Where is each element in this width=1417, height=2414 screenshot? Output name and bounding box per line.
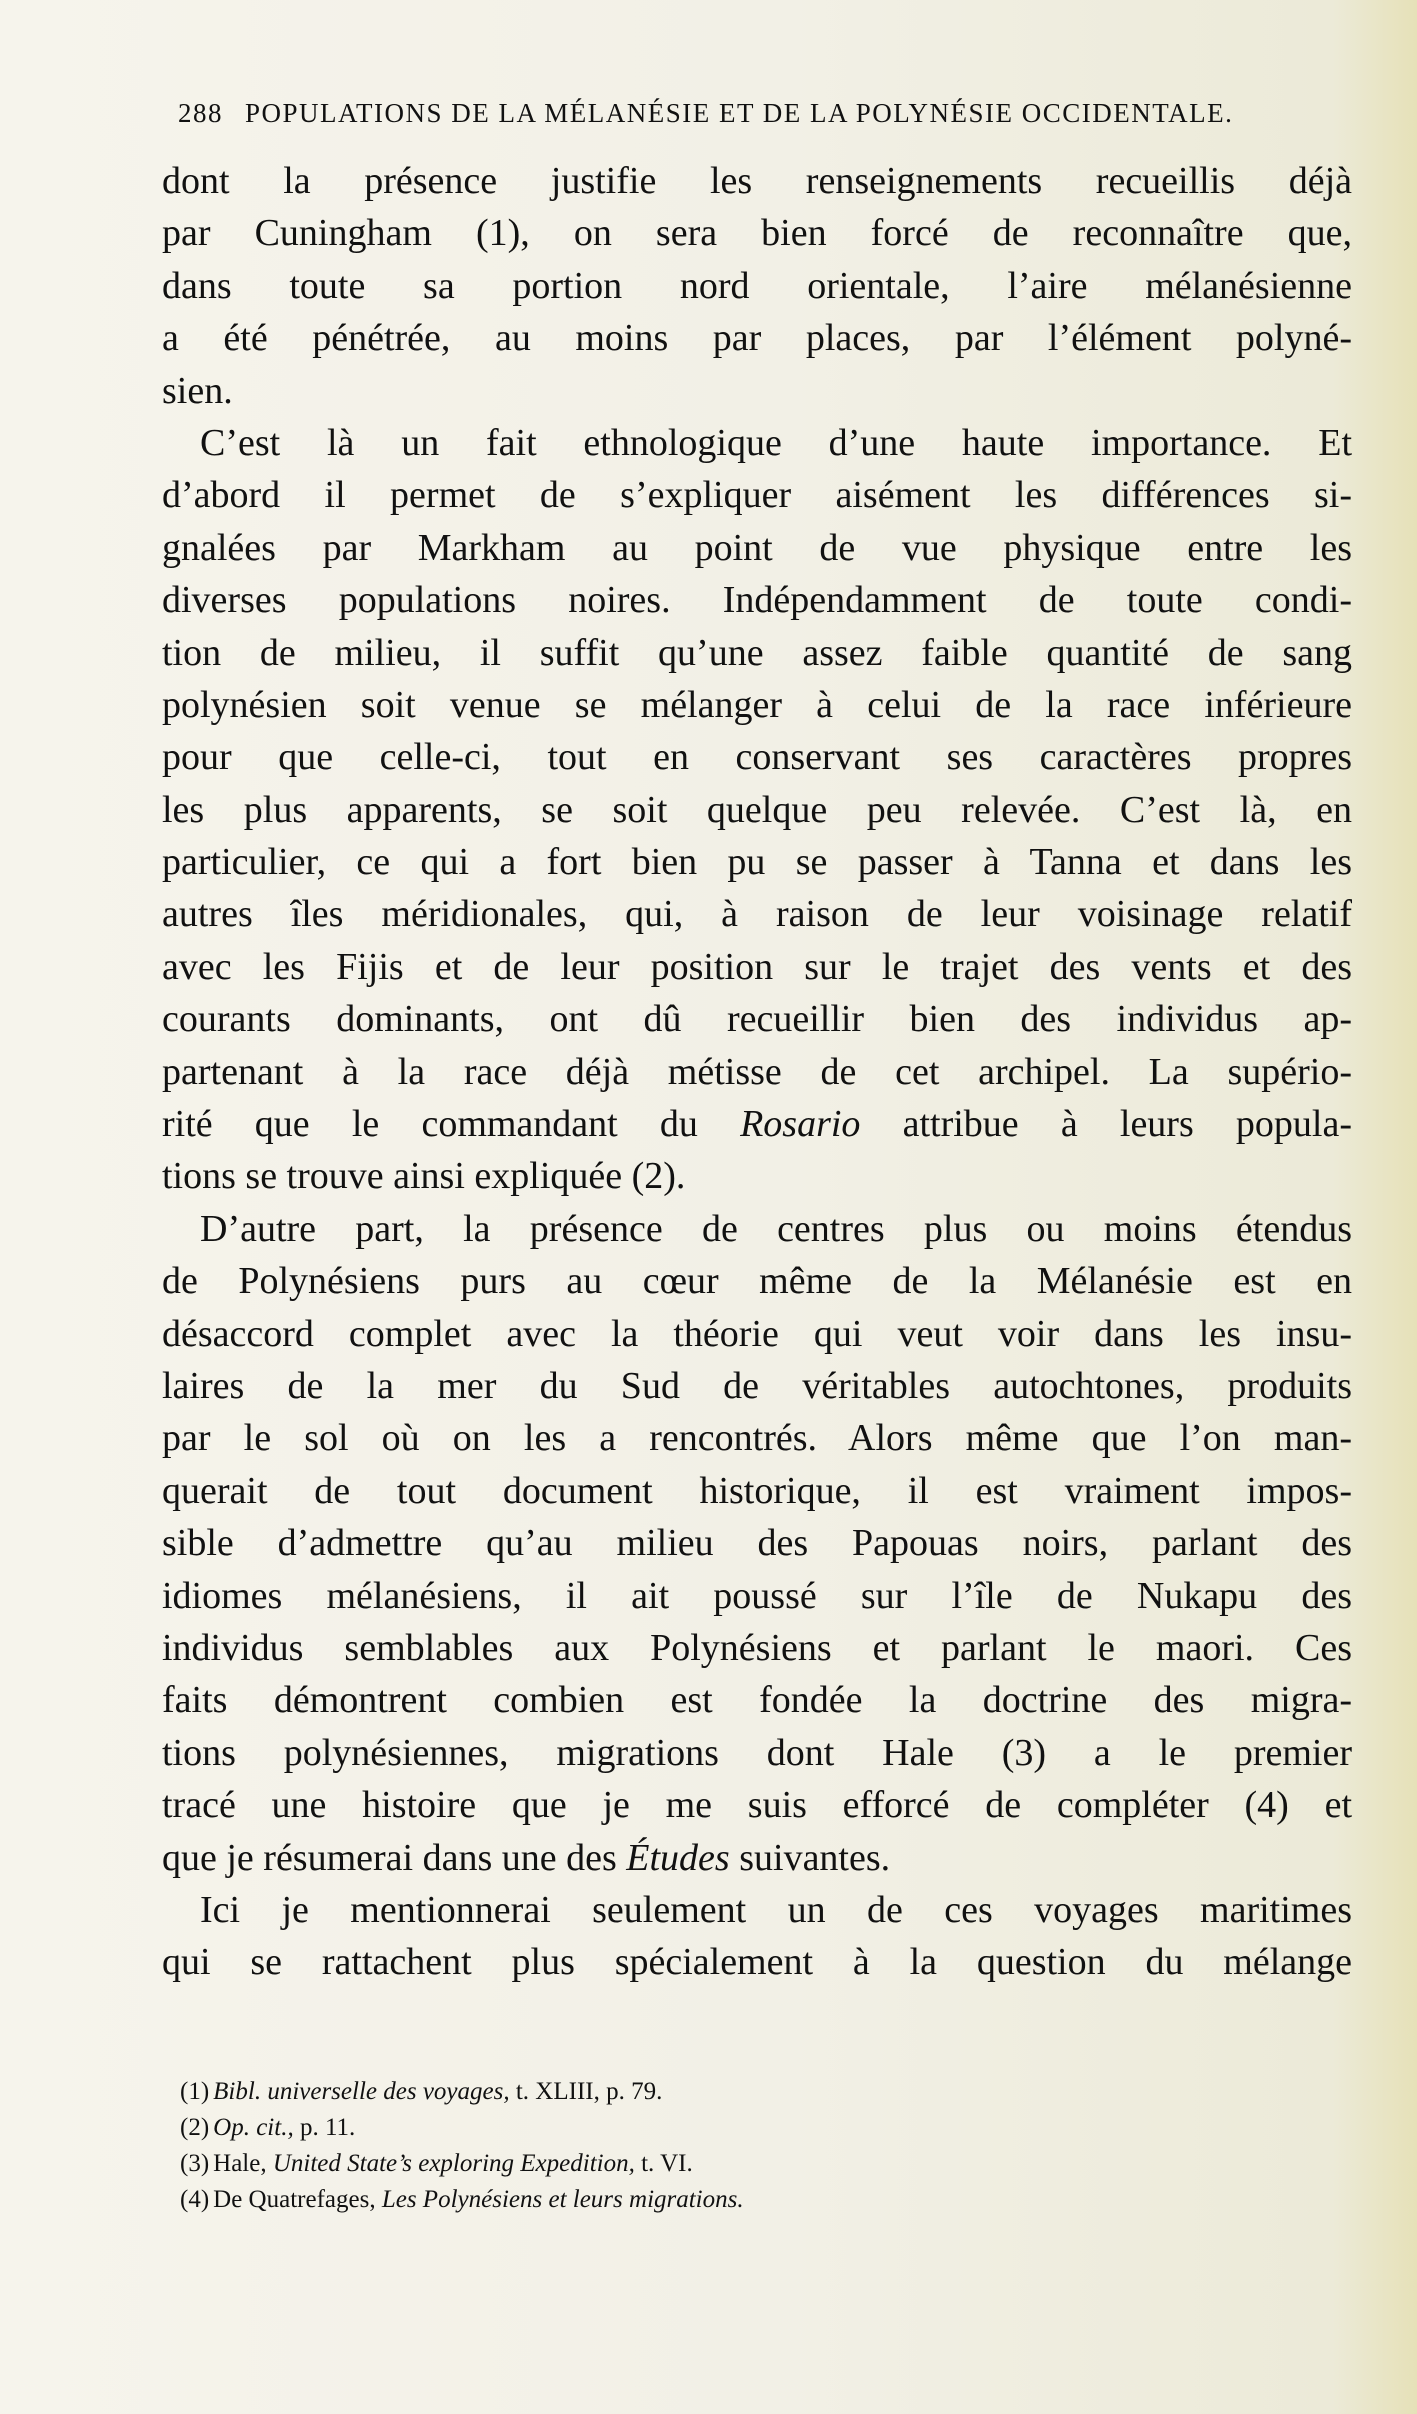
text-line — [162, 1098, 1352, 1150]
text-line: courants dominants, ont dû recueillir bien des individus ap- — [162, 998, 1352, 1041]
footnote-title: Op. cit., — [213, 2114, 294, 2141]
text-line: autres îles méridionales, qui, à raison de leur voisinage relatif — [162, 893, 1352, 936]
text-line: de Polynésiens purs au cœur même de la Mélanésie est en — [162, 1260, 1352, 1303]
text-line: désaccord complet avec la théorie qui veut voir dans les insu- — [162, 1312, 1352, 1355]
text-line: a été pénétrée, au moins par places, par l’élément polyné- — [162, 317, 1352, 360]
text-line: avec les Fijis et de leur position sur le trajet des vents et des — [162, 945, 1352, 988]
text-segment: attribue à leurs popula- — [860, 1103, 1352, 1146]
footnotes — [180, 2074, 1280, 2218]
text-line: idiomes mélanésiens, il ait poussé sur l’île de Nukapu des — [162, 1574, 1352, 1617]
text-line: qui se rattachent plus spécialement à la question du mélange — [162, 1941, 1352, 1984]
text-line: les plus apparents, se soit quelque peu relevée. C’est là, en — [162, 788, 1352, 831]
footnote-number: (3) — [180, 2150, 210, 2177]
footnote-title: Bibl. universelle des voyages, — [213, 2078, 510, 2105]
text-line: D’autre part, la présence de centres plus ou moins étendus — [200, 1207, 1352, 1250]
text-line — [162, 1832, 1352, 1884]
text-line: polynésien soit venue se mélanger à celui de la race inférieure — [162, 683, 1352, 726]
text-line: individus semblables aux Polynésiens et parlant le maori. Ces — [162, 1626, 1352, 1669]
footnote-ref: t. VI. — [634, 2150, 693, 2177]
text-line: C’est là un fait ethnologique d’une haute importance. Et — [200, 421, 1352, 464]
text-segment: que je résumerai dans une des — [162, 1836, 627, 1879]
text-segment: rité que le commandant du — [162, 1103, 741, 1146]
footnote-number: (2) — [180, 2114, 210, 2141]
text-segment: suivantes. — [729, 1836, 891, 1879]
page-number: 288 — [178, 98, 223, 128]
running-title: POPULATIONS DE LA MÉLANÉSIE ET DE LA POLYNÉSIE OCCIDENTALE. — [245, 98, 1234, 128]
text-line: tions polynésiennes, migrations dont Hale (3) a le premier — [162, 1731, 1352, 1774]
footnote-title: Les Polynésiens et leurs migrations. — [381, 2186, 744, 2213]
text-line: laires de la mer du Sud de véritables autochtones, produits — [162, 1364, 1352, 1407]
text-line: querait de tout document historique, il est vraiment impos- — [162, 1469, 1352, 1512]
text-line: d’abord il permet de s’expliquer aisément les différences si- — [162, 474, 1352, 517]
text-line: sible d’admettre qu’au milieu des Papouas noirs, parlant des — [162, 1522, 1352, 1565]
text-line: diverses populations noires. Indépendamment de toute condi- — [162, 579, 1352, 622]
text-line: pour que celle-ci, tout en conservant ses caractères propres — [162, 736, 1352, 779]
text-line: gnalées par Markham au point de vue physique entre les — [162, 526, 1352, 569]
footnote-title: United State’s exploring Expedition, — [272, 2150, 635, 2177]
footnote — [180, 2110, 1280, 2146]
text-line: par Cuningham (1), on sera bien forcé de reconnaître que, — [162, 212, 1352, 255]
body-text — [162, 155, 1352, 1989]
text-line: particulier, ce qui a fort bien pu se passer à Tanna et dans les — [162, 841, 1352, 884]
text-line: tion de milieu, il suffit qu’une assez faible quantité de sang — [162, 631, 1352, 674]
footnote-ref: p. 11. — [293, 2114, 356, 2141]
footnote-author: De Quatrefages, — [213, 2186, 382, 2213]
text-line: par le sol où on les a rencontrés. Alors même que l’on man- — [162, 1417, 1352, 1460]
text-line: dont la présence justifie les renseignements recueillis déjà — [162, 160, 1352, 202]
text-line: partenant à la race déjà métisse de cet archipel. La supério- — [162, 1050, 1352, 1093]
text-line: tracé une histoire que je me suis efforcé de compléter (4) et — [162, 1784, 1352, 1827]
footnote — [180, 2146, 1280, 2182]
footnote-number: (1) — [180, 2078, 210, 2105]
text-line: faits démontrent combien est fondée la doctrine des migra- — [162, 1679, 1352, 1722]
text-line: Ici je mentionnerai seulement un de ces voyages maritimes — [200, 1888, 1352, 1931]
ship-name: Rosario — [740, 1103, 861, 1146]
running-header — [178, 98, 1328, 129]
text-line: tions se trouve ainsi expliquée (2). — [162, 1155, 686, 1198]
footnote — [180, 2074, 1280, 2110]
footnote-author: Hale, — [213, 2150, 273, 2177]
footnote-ref: t. XLIII, p. 79. — [509, 2078, 663, 2105]
footnote — [180, 2182, 1280, 2218]
footnote-number: (4) — [180, 2186, 210, 2213]
book-title: Études — [626, 1836, 730, 1879]
text-line: sien. — [162, 369, 233, 412]
text-line: dans toute sa portion nord orientale, l’aire mélanésienne — [162, 264, 1352, 307]
